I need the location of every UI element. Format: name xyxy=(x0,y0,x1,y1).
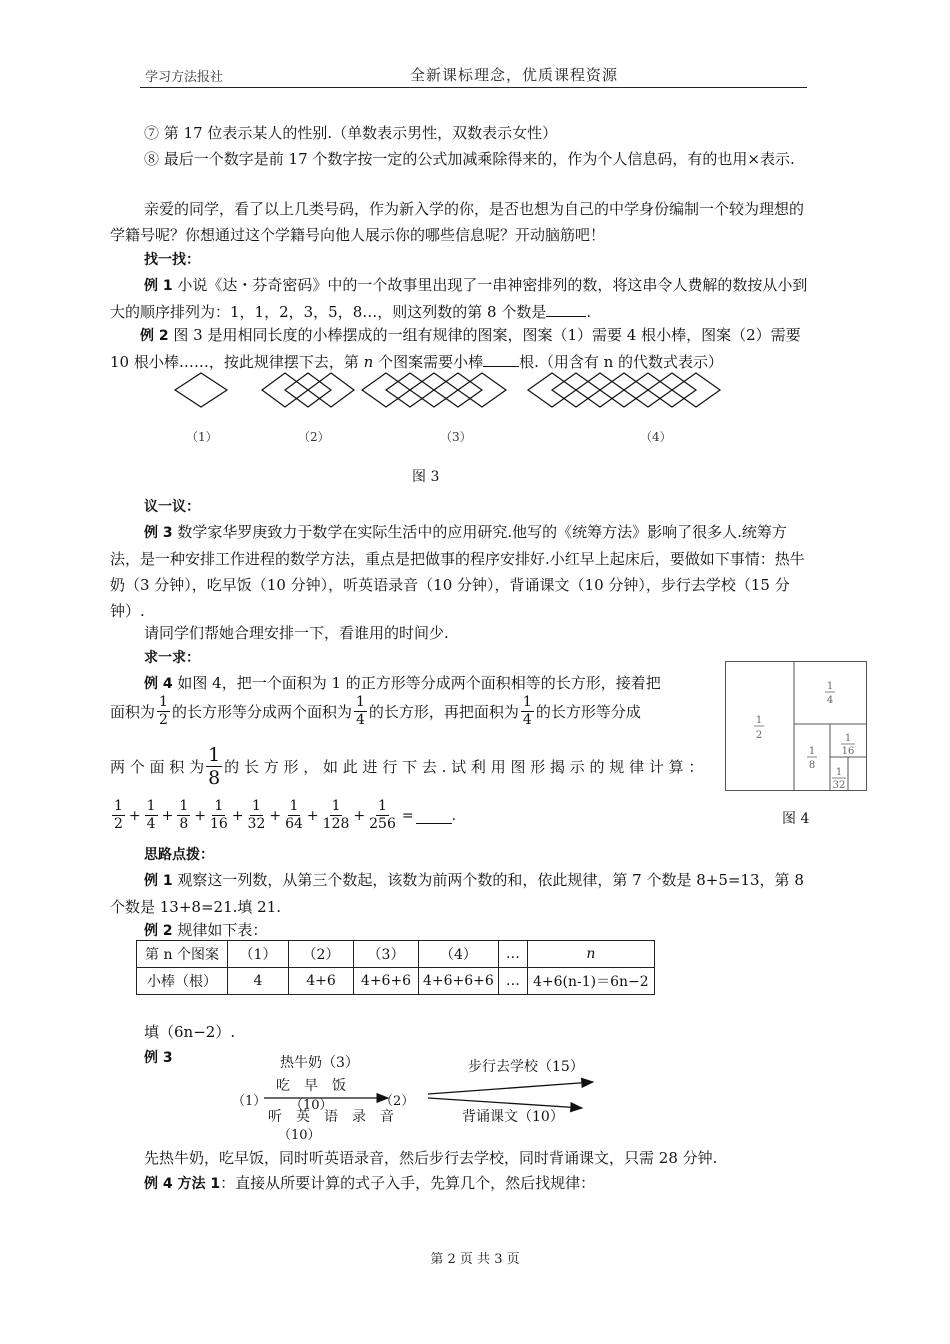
fig4-cell-32nd-num: 1 xyxy=(835,767,843,778)
fig4-cell-half-num: 1 xyxy=(755,715,763,726)
sum-fraction: $\frac{1}{128}$ xyxy=(322,798,350,832)
flow-arrows xyxy=(250,1076,600,1116)
example-3-text: 数学家华罗庚致力于数学在实际生活中的应用研究.他写的《统筹方法》影响了很多人.统筹方法，是一种安排工作进程的数学方法，重点是把做事的程序安排好.小红早上起床后，要做如下事情：热牛奶（3 分钟），吃早饭（10 分钟），听英语录音（10 分钟），背诵课文（10 分钟），步行去学校（15 分钟）. xyxy=(110,523,805,620)
fig4-cell-half-den: 2 xyxy=(755,730,763,741)
sum-answer-blank[interactable] xyxy=(416,807,452,824)
solution-4-label: 例 4 方法 1 xyxy=(144,1176,221,1192)
flow-task-walk: 步行去学校（15） xyxy=(468,1059,584,1075)
table-row xyxy=(137,968,655,995)
equals-sign: = xyxy=(401,807,414,824)
section-tips: 思路点拨： xyxy=(144,847,214,863)
fig4-cell-sixteenth-den: 16 xyxy=(841,746,855,757)
table-cell: 小棒（根） xyxy=(137,968,228,995)
arrow-recite xyxy=(428,1098,582,1108)
example-3 xyxy=(110,519,810,624)
table-cell: 4+6 xyxy=(289,968,354,995)
solution-4-text: ：直接从所要计算的式子入手，先算几个，然后找规律： xyxy=(220,1174,596,1192)
sum-fraction: $\frac{1}{16}$ xyxy=(209,798,228,832)
table-cell: 4 xyxy=(228,968,289,995)
example-4-line-2b: 的长方形等分成两个面积为 xyxy=(171,703,352,721)
header-slogan: 全新课标理念，优质课程资源 xyxy=(410,66,619,84)
fraction-1-4-b: $\frac{1}{4}$ xyxy=(522,694,532,728)
figure-4-diagram xyxy=(725,661,867,791)
example-4-line-2d: 的长方形等分成 xyxy=(535,703,641,721)
plus-sign: + xyxy=(231,807,244,824)
fraction-1-2: $\frac{1}{2}$ xyxy=(159,694,168,728)
plus-sign: + xyxy=(194,807,206,824)
solution-2-text: 规律如下表： xyxy=(172,921,268,939)
plus-sign: + xyxy=(353,807,366,824)
figure-3-label-3: （3） xyxy=(440,430,472,444)
example-1-label: 例 1 xyxy=(144,278,173,294)
table-cell: （3） xyxy=(354,941,419,968)
rhombus-group-2 xyxy=(262,373,354,407)
flow-task-breakfast-time: （10） xyxy=(290,1098,333,1113)
table-cell: … xyxy=(498,968,527,995)
header-publisher: 学习方法报社 xyxy=(145,70,224,85)
fig4-cell-quarter-num: 1 xyxy=(826,681,834,692)
fraction-1-4: $\frac{1}{4}$ xyxy=(355,694,365,728)
rule-table xyxy=(136,940,655,995)
para-7: ⑦ 第 17 位表示某人的性别.（单数表示男性，双数表示女性） xyxy=(144,124,558,142)
table-cell: （1） xyxy=(228,941,289,968)
example-2-text: 图 3 是用相同长度的小棒摆成的一组有规律的图案，图案（1）需要 4 根小棒，图案（2）需要 10 根小棒……，按此规律摆下去，第 xyxy=(110,326,801,371)
fig4-cell-eighth-den: 8 xyxy=(808,760,816,771)
arrow-walk xyxy=(428,1082,593,1094)
flow-task-listen: 听 英 语 录 音 xyxy=(268,1109,394,1125)
table-row xyxy=(137,941,655,968)
sum-end: . xyxy=(451,807,457,824)
example-4-line-2 xyxy=(110,694,641,729)
solution-2-answer: 填（6n−2）. xyxy=(144,1023,236,1041)
table-cell: （4） xyxy=(419,941,499,968)
rhombus-group-3 xyxy=(362,373,506,407)
example-2-n: n xyxy=(363,353,374,371)
sum-fraction: $\frac{1}{2}$ xyxy=(114,798,123,832)
plus-sign: + xyxy=(161,807,174,824)
example-4-line-3a: 两 个 面 积 为 xyxy=(110,758,205,776)
example-4-label: 例 4 xyxy=(144,676,173,692)
table-cell: 4+6+6 xyxy=(354,968,419,995)
example-2-blank[interactable] xyxy=(483,350,519,367)
example-1 xyxy=(110,272,810,325)
para-intro: 亲爱的同学，看了以上几类号码，作为新入学的你，是否也想为自己的中学身份编制一个较为理想的学籍号呢？你想通过这个学籍号向他人展示你的哪些信息呢？开动脑筋吧！ xyxy=(110,200,805,244)
rhombus-1 xyxy=(175,373,227,407)
figure-3-label-4: （4） xyxy=(640,430,672,444)
figure-3-label-2: （2） xyxy=(298,430,330,444)
flow-task-listen-time: （10） xyxy=(278,1128,321,1143)
para-8: ⑧ 最后一个数字是前 17 个数字按一定的公式加减乘除得来的，作为个人信息码，有的也用×表示. xyxy=(144,150,795,168)
solution-1-label: 例 1 xyxy=(144,873,173,889)
table-cell: … xyxy=(498,941,527,968)
example-4-line-3 xyxy=(110,744,703,789)
example-1-end: . xyxy=(586,303,592,321)
flow-task-breakfast: 吃 早 饭 xyxy=(276,1078,346,1094)
example-2-text3: 根.（用含有 n 的代数式表示） xyxy=(519,353,724,371)
fig4-cell-sixteenth-num: 1 xyxy=(844,733,852,744)
plus-sign: + xyxy=(128,807,141,824)
sum-fraction: $\frac{1}{256}$ xyxy=(369,798,396,832)
solution-2-label: 例 2 xyxy=(144,923,173,939)
rhombus-group-4 xyxy=(528,373,720,407)
example-4-line-1 xyxy=(110,670,710,697)
flow-node-2: （2） xyxy=(380,1094,415,1109)
example-4-line-3b: 的 长 方 形 ， 如 此 进 行 下 去 . 试 利 用 图 形 揭 示 的 规 律 计 算 ： xyxy=(224,758,704,776)
sum-fraction: $\frac{1}{8}$ xyxy=(179,798,189,832)
example-4-sum xyxy=(110,798,456,833)
example-1-text: 小说《达・芬奇密码》中的一个故事里出现了一串神密排列的数，将这串令人费解的数按从小到大的顺序排列为：1，1，2，3，5，8…，则这列数的第 8 个数是 xyxy=(110,276,808,321)
page-footer: 第 2 页 共 3 页 xyxy=(430,1252,520,1267)
example-3-label: 例 3 xyxy=(144,525,173,541)
flow-task-recite: 背诵课文（10） xyxy=(462,1109,564,1125)
table-cell: 4+6+6+6 xyxy=(419,968,499,995)
fig4-cell-eighth-num: 1 xyxy=(808,746,816,757)
table-cell: 4+6(n-1)＝6n−2 xyxy=(527,968,654,995)
sum-fraction: $\frac{1}{64}$ xyxy=(285,798,303,832)
example-4-line-2a: 面积为 xyxy=(110,703,156,721)
fraction-1-8: $\frac{1}{8}$ xyxy=(208,744,221,789)
plus-sign: + xyxy=(269,807,282,824)
table-cell: （2） xyxy=(289,941,354,968)
figure-4-caption: 图 4 xyxy=(782,811,810,827)
sum-fraction: $\frac{1}{32}$ xyxy=(247,798,266,832)
figure-3-caption: 图 3 xyxy=(412,469,440,485)
figure-3-label-1: （1） xyxy=(186,430,218,444)
solution-1 xyxy=(110,867,810,920)
example-4-line-2c: 的长方形，再把面积为 xyxy=(368,703,519,721)
example-2-text2: 个图案需要小棒 xyxy=(373,353,484,371)
section-find: 找一找： xyxy=(144,252,200,268)
flow-node-1: （1） xyxy=(232,1094,267,1109)
example-1-blank[interactable] xyxy=(546,300,586,317)
fig4-cell-quarter-den: 4 xyxy=(826,695,834,706)
plus-sign: + xyxy=(306,807,319,824)
section-discuss: 议一议： xyxy=(144,499,200,515)
solution-1-text: 观察这一列数，从第三个数起，该数为前两个数的和，依此规律，第 7 个数是 8+5=13，第 8 个数是 13+8=21.填 21. xyxy=(110,871,804,916)
flow-task-milk: 热牛奶（3） xyxy=(280,1055,359,1071)
solution-3-label: 例 3 xyxy=(144,1050,173,1066)
figure-3-diagram xyxy=(170,368,730,418)
example-3-question: 请同学们帮她合理安排一下，看谁用的时间少. xyxy=(144,624,449,642)
example-2-label: 例 2 xyxy=(140,328,169,344)
example-4-line-1-text: 如图 4，把一个面积为 1 的正方形等分成两个面积相等的长方形，接着把 xyxy=(172,674,661,692)
table-cell: 第 n 个图案 xyxy=(137,941,228,968)
table-cell: n xyxy=(527,941,654,968)
fig4-cell-32nd-den: 32 xyxy=(832,780,846,791)
sum-fraction: $\frac{1}{4}$ xyxy=(146,798,156,832)
header-rule xyxy=(140,87,807,88)
section-solve: 求一求： xyxy=(144,650,200,666)
solution-4 xyxy=(144,1170,844,1197)
solution-3-text: 先热牛奶，吃早饭，同时听英语录音，然后步行去学校，同时背诵课文，只需 28 分钟. xyxy=(144,1149,718,1167)
